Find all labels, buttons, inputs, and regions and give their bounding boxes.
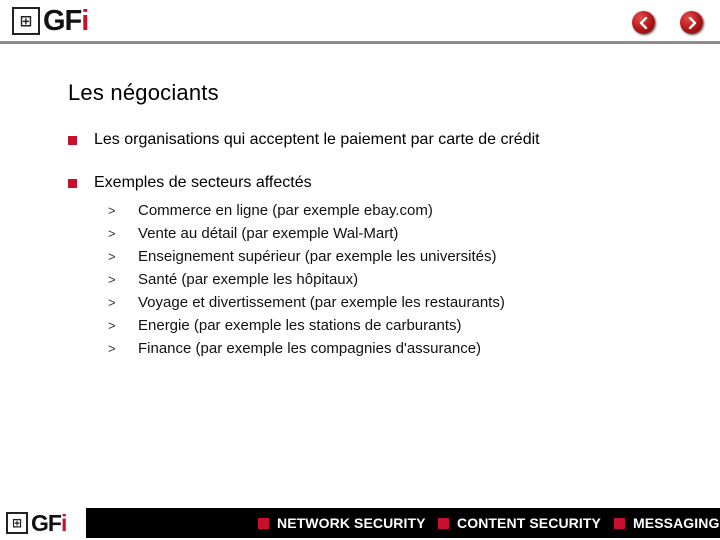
footer-square-icon (258, 518, 269, 529)
list-item (108, 199, 505, 222)
list-item-text: Santé (par exemple les hôpitaux) (138, 271, 359, 288)
gfi-logo (12, 6, 88, 36)
list-item (108, 222, 505, 245)
bullet-square-icon (68, 179, 77, 188)
bullet-text: Exemples de secteurs affectés (94, 174, 312, 191)
list-item-text: Commerce en ligne (par exemple ebay.com) (138, 202, 433, 219)
previous-slide-button[interactable] (632, 11, 655, 34)
footer-item-label: NETWORK SECURITY (277, 515, 426, 531)
sub-marker: > (108, 318, 116, 333)
slide-title: Les négociants (68, 80, 219, 105)
chevron-right-icon (686, 17, 698, 29)
bullet-text: Les organisations qui acceptent le paiement par carte de crédit (94, 131, 540, 148)
sub-marker: > (108, 249, 116, 264)
footer-messaging (614, 508, 719, 538)
sector-examples-list (108, 199, 505, 360)
bullet-square-icon (68, 136, 77, 145)
list-item-text: Enseignement supérieur (par exemple les universités) (138, 248, 497, 265)
chevron-left-icon (638, 17, 650, 29)
header-divider (0, 41, 720, 44)
logo-wordmark: GFi (43, 5, 89, 37)
footer-gfi-logo (6, 510, 66, 536)
list-item-text: Finance (par exemple les compagnies d'assurance) (138, 340, 482, 357)
bullet-item (68, 131, 540, 149)
list-item (108, 268, 505, 291)
list-item (108, 245, 505, 268)
list-item-text: Energie (par exemple les stations de carburants) (138, 317, 462, 334)
list-item (108, 337, 505, 360)
sub-marker: > (108, 295, 116, 310)
slide-footer (0, 508, 720, 538)
footer-square-icon (438, 518, 449, 529)
logo-wordmark: GFi (31, 510, 67, 536)
slide-header (0, 0, 720, 44)
next-slide-button[interactable] (680, 11, 703, 34)
footer-content-security (438, 508, 601, 538)
sub-marker: > (108, 203, 116, 218)
sub-marker: > (108, 226, 116, 241)
logo-mark-icon: ⊞ (12, 7, 40, 35)
list-item (108, 314, 505, 337)
list-item-text: Vente au détail (par exemple Wal-Mart) (138, 225, 399, 242)
sub-marker: > (108, 341, 116, 356)
footer-network-security (258, 508, 426, 538)
footer-item-label: MESSAGING (633, 515, 720, 531)
logo-mark-icon: ⊞ (6, 512, 28, 534)
footer-item-label: CONTENT SECURITY (457, 515, 601, 531)
footer-square-icon (614, 518, 625, 529)
list-item (108, 291, 505, 314)
list-item-text: Voyage et divertissement (par exemple les restaurants) (138, 294, 505, 311)
sub-marker: > (108, 272, 116, 287)
bullet-item (68, 174, 312, 192)
